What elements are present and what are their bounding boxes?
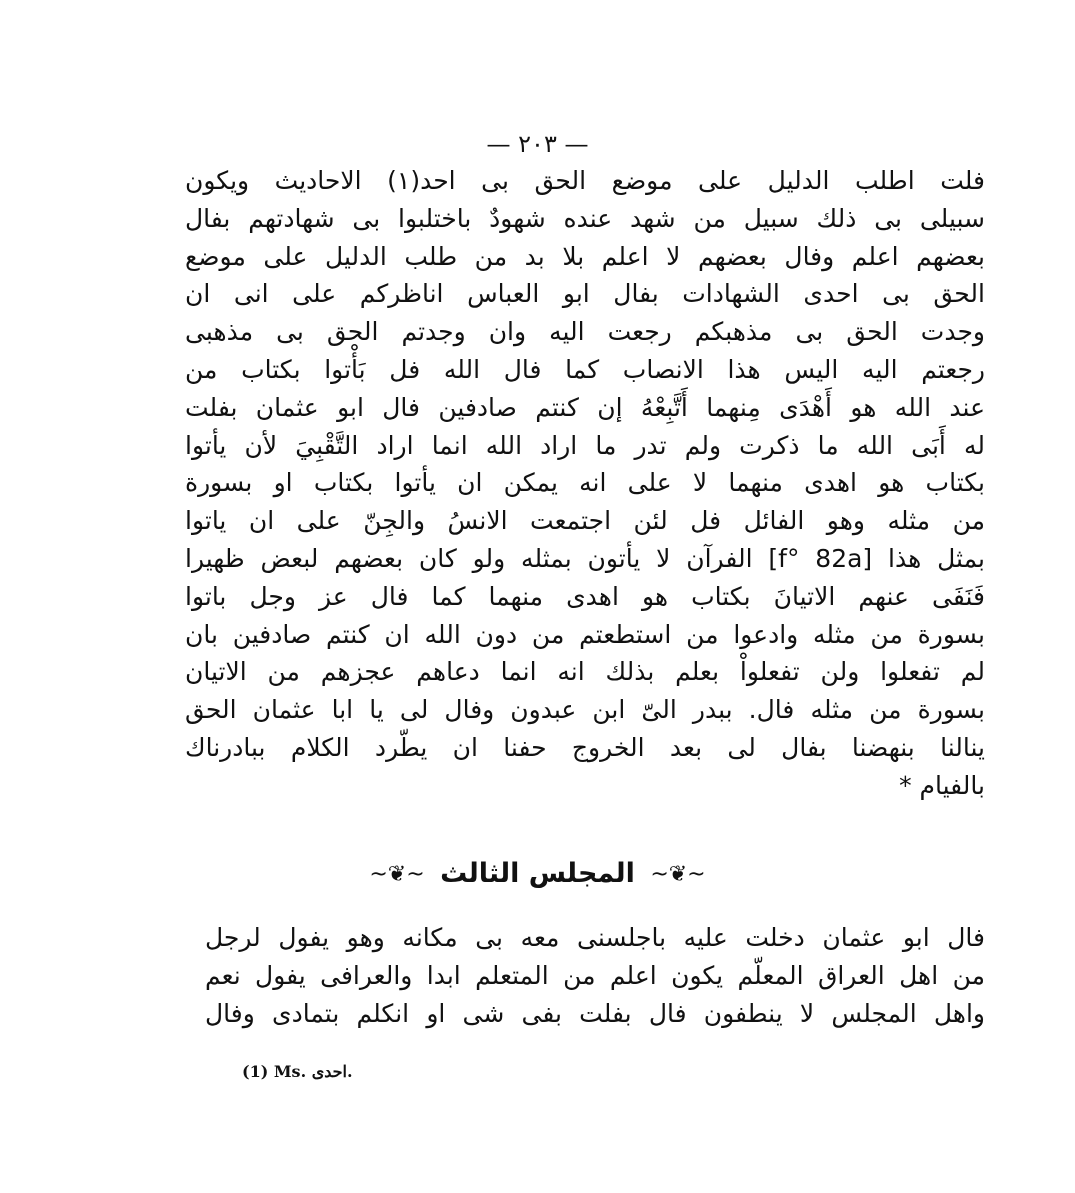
text-line: بسورة من مثله وادعوا من استطعتم من دون الله ان كنتم صادفين بان bbox=[185, 619, 985, 649]
text-line: ينالنا بنهضنا بفال لى بعد الخروج حفنا ان يطّرد الكلام ببادرناك bbox=[185, 732, 985, 762]
text-line: له أَبَى الله ما ذكرت ولم تدر ما اراد الله انما اراد التَّقْبِيَ لأن يأتوا bbox=[185, 430, 985, 460]
text-line: بمثل هذا [f° 82a] الفرآن لا يأتون بمثله ولو كان بعضهم لبعض ظهيرا bbox=[185, 543, 985, 573]
text-line: رجعتم اليه اليس هذا الانصاب كما فال الله فل بَأْتوا بكتاب من bbox=[185, 354, 985, 384]
text-line: سبيلى بى ذلك سبيل من شهد عنده شهودٌ باختلبوا بى شهادتهم بفال bbox=[185, 203, 985, 233]
text-line: بالفيام * bbox=[899, 770, 985, 800]
section-heading-text: المجلس الثالث bbox=[440, 858, 635, 889]
text-line: الحق بى احدى الشهادات بفال ابو العباس اناظركم على انى ان bbox=[185, 279, 985, 309]
text-line: فَنَفَى عنهم الاتيانَ بكتاب هو اهدى منهما كما فال عز وجل باتوا bbox=[185, 581, 985, 611]
text-line: بسورة من مثله فال. ببدر الىّ ابن عبدون وفال لى يا ابا عثمان الحق bbox=[185, 695, 985, 725]
text-line: واهل المجلس لا ينطفون فال بفلت بفى شى او انكلم بتمادى وفال bbox=[205, 998, 985, 1028]
text-line: بعضهم اعلم وفال بعضهم لا اعلم بلا بد من طلب الدليل على موضع bbox=[185, 241, 985, 271]
footnote: (1) Ms. احدى. bbox=[242, 1062, 353, 1081]
text-line: عند الله هو أَهْدَى مِنهما أَتَّبِعْهُ إن كنتم صادفين فال ابو عثمان بفلت bbox=[185, 392, 985, 422]
text-line: فلت اطلب الدليل على موضع الحق بى احد(١) الاحاديث ويكون bbox=[185, 166, 985, 195]
text-line: من اهل العراق المعلّم يكون اعلم من المتعلم ابدا والعرافى يفول نعم bbox=[205, 960, 985, 990]
section-heading bbox=[0, 858, 1075, 889]
text-line: من مثله وهو الفائل فل لئن اجتمعت الانسُ والجِنّ على ان ياتوا bbox=[185, 506, 985, 536]
text-line: بكتاب هو اهدى منهما لا على انه يمكن ان يأتوا بكتاب او بسورة bbox=[185, 468, 985, 498]
floral-ornament-icon: ~❦~ bbox=[369, 862, 425, 887]
text-line: فال ابو عثمان دخلت عليه باجلسنى معه بى مكانه وهو يفول لرجل bbox=[205, 923, 985, 952]
page-number: — ٢٠٣ — bbox=[486, 130, 589, 158]
section-text-block bbox=[205, 919, 985, 1032]
floral-ornament-icon: ~❦~ bbox=[650, 862, 706, 887]
main-text-block bbox=[185, 162, 985, 805]
text-line: وجدت الحق بى مذهبكم رجعت اليه وان وجدتم الحق بى مذهبى bbox=[185, 317, 985, 347]
text-line: لم تفعلوا ولن تفعلواْ بعلم بذلك انه انما دعاهم عجزهم من الاتيان bbox=[185, 657, 985, 687]
